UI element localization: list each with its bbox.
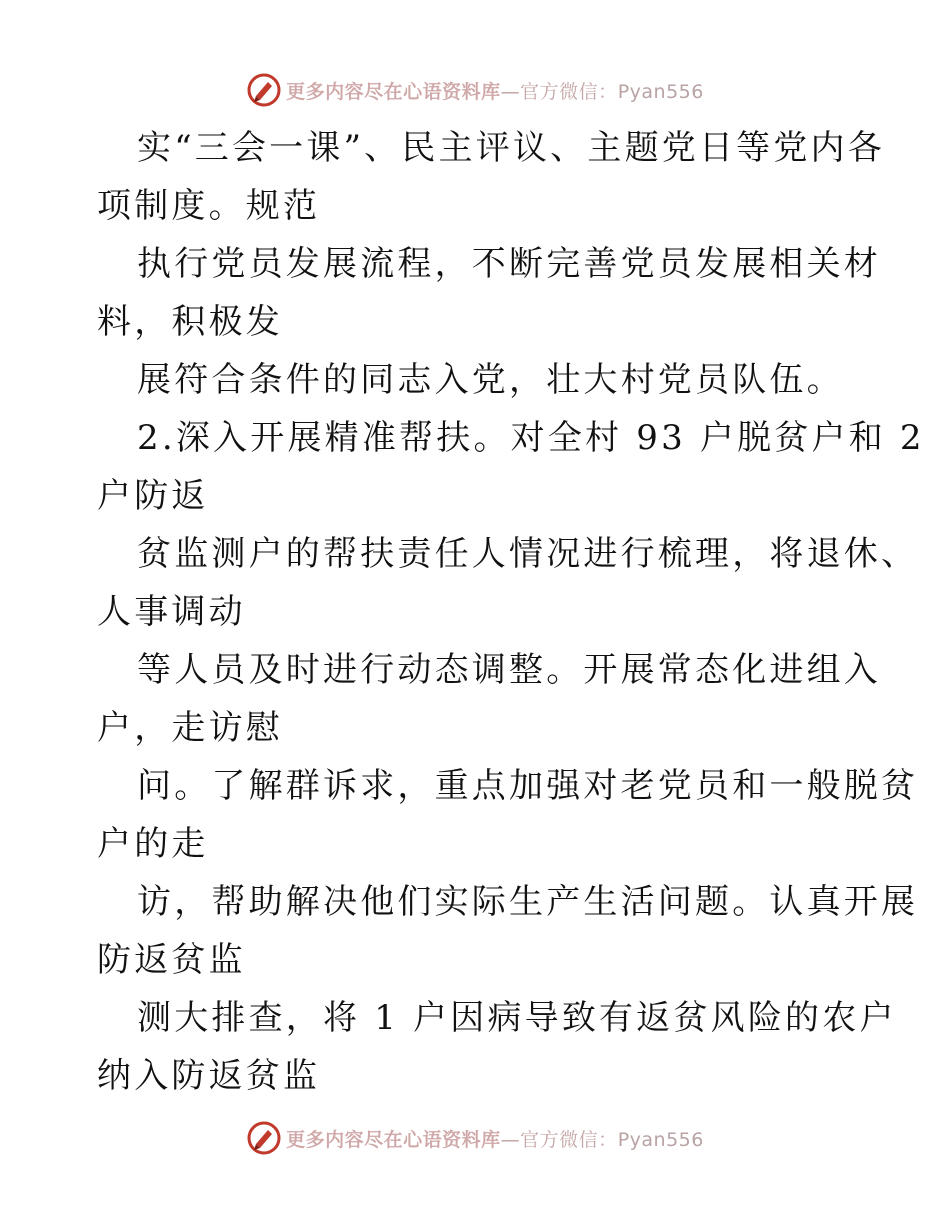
body-line: 贫监测户的帮扶责任人情况进行梳理，将退休、 [137,534,919,574]
watermark-text: 更多内容尽在心语资料库—官方微信：Pyan556 [286,1128,704,1151]
watermark-footer [0,1118,950,1158]
body-line: 料，积极发 [97,302,283,342]
body-line: 人事调动 [97,592,246,632]
body-line: 2.深入开展精准帮扶。对全村 93 户脱贫户和 2 [137,418,925,458]
body-line: 等人员及时进行动态调整。开展常态化进组入 [137,650,881,690]
body-line: 测大排查，将 1 户因病导致有返贫风险的农户 [137,998,897,1038]
body-line: 展符合条件的同志入党，壮大村党员队伍。 [137,360,844,400]
watermark-header [0,70,950,110]
pen-logo-icon [246,72,282,108]
body-line: 问。了解群诉求，重点加强对老党员和一般脱贫 [137,766,919,806]
body-line: 户，走访慰 [97,708,283,748]
body-line: 执行党员发展流程，不断完善党员发展相关材 [137,244,881,284]
watermark-text: 更多内容尽在心语资料库—官方微信：Pyan556 [286,80,704,103]
body-line: 户防返 [97,476,209,516]
body-line: 户的走 [97,824,209,864]
body-line: 纳入防返贫监 [97,1056,321,1096]
pen-logo-icon [246,1120,282,1156]
body-line: 防返贫监 [97,940,246,980]
body-line: 实“三会一课”、民主评议、主题党日等党内各 [137,128,885,168]
body-line: 项制度。规范 [97,186,321,226]
body-line: 访，帮助解决他们实际生产生活问题。认真开展 [137,882,919,922]
